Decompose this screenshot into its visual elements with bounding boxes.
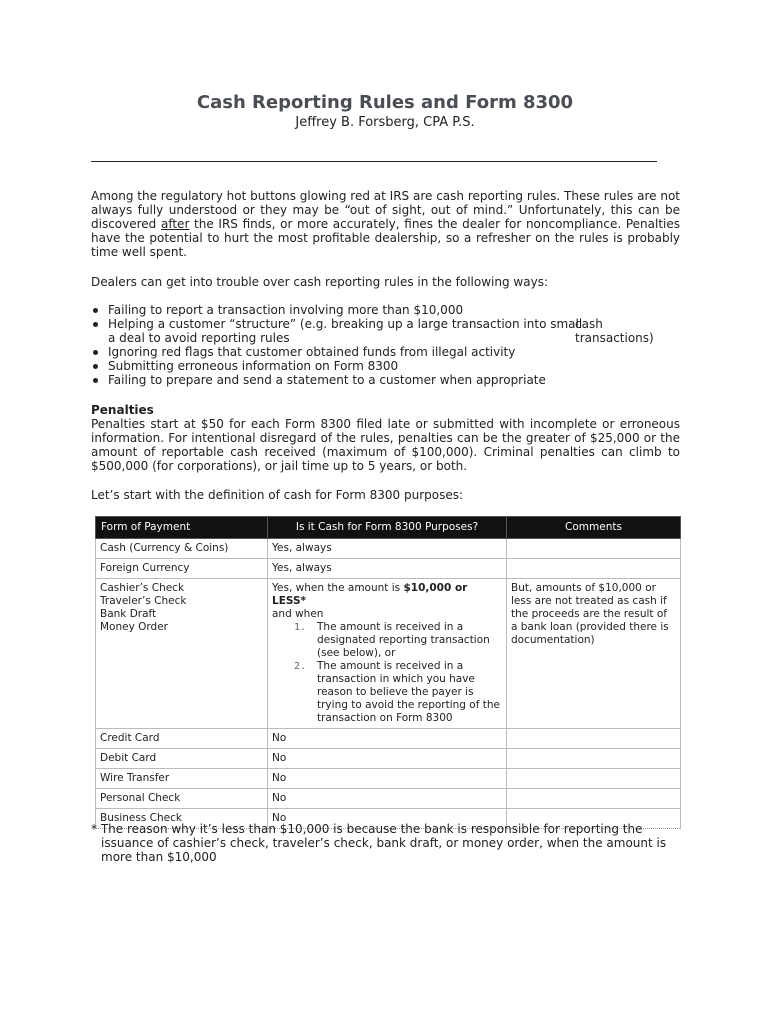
cell-cash: No [268, 729, 507, 749]
ways-intro: Dealers can get into trouble over cash reporting rules in the following ways: [91, 275, 548, 289]
cell-comments [507, 729, 681, 749]
cell-cash: No [268, 809, 507, 829]
cell-form: Business Check [96, 809, 268, 829]
condition-number: 2. [294, 661, 307, 672]
form-travelers-check: Traveler’s Check [100, 595, 187, 607]
cell-cash-checks [268, 579, 507, 729]
list-item-text: Submitting erroneous information on Form 8300 [108, 359, 399, 373]
cell-comments [507, 539, 681, 559]
condition-number: 1. [294, 622, 307, 633]
cell-cash: No [268, 749, 507, 769]
cell-cash: Yes, always [268, 559, 507, 579]
intro-text-1: Among the regulatory hot buttons glowing red at IRS are cash reporting rules. These rules are not always fully understood or they may be “out of sight, out of mind.” Unfortunately, this can be discovered [91, 189, 680, 231]
form-money-order: Money Order [100, 621, 168, 633]
list-item [91, 303, 680, 317]
list-item-text-continuation: a deal to avoid reporting rules [108, 331, 290, 345]
form-cashiers-check: Cashier’s Check [100, 582, 185, 594]
cell-form: Debit Card [96, 749, 268, 769]
list-item [272, 660, 502, 725]
table-header-row [96, 517, 681, 539]
title-divider [91, 161, 657, 162]
list-item [91, 373, 680, 387]
table-row-checks [96, 579, 681, 729]
list-item [91, 345, 680, 359]
cell-form: Foreign Currency [96, 559, 268, 579]
intro-text-2: the IRS finds, or more accurately, fines the dealer for noncompliance. Penalties have the potential to hurt the most profitable dealership, so a refresher on the rules is probably time well spent. [91, 217, 680, 259]
cell-form: Personal Check [96, 789, 268, 809]
form-bank-draft: Bank Draft [100, 608, 157, 620]
table-row [96, 559, 681, 579]
cell-comments [507, 559, 681, 579]
column-header-form: Form of Payment [96, 517, 268, 539]
list-item-text: Ignoring red flags that customer obtained funds from illegal activity [108, 345, 516, 359]
table-row [96, 769, 681, 789]
condition-text: The amount is received in a transaction in which you have reason to believe the payer is trying to avoid the reporting of the transaction on Form 8300 [317, 660, 500, 724]
list-item [272, 621, 502, 660]
cell-cash: No [268, 769, 507, 789]
cell-comments [507, 769, 681, 789]
cell-cash: No [268, 789, 507, 809]
cash-threshold: $10,000 or LESS* [272, 582, 468, 607]
cell-form: Wire Transfer [96, 769, 268, 789]
table-row [96, 749, 681, 769]
list-item-text: Failing to prepare and send a statement to a customer when appropriate [108, 373, 546, 387]
table-row [96, 789, 681, 809]
definition-intro: Let’s start with the definition of cash for Form 8300 purposes: [91, 488, 464, 502]
ways-list [91, 303, 680, 387]
column-header-comments: Comments [507, 517, 681, 539]
list-item-text-tail: cash transactions) [575, 317, 654, 345]
author-line: Jeffrey B. Forsberg, CPA P.S. [295, 115, 475, 130]
column-header-cash: Is it Cash for Form 8300 Purposes? [268, 517, 507, 539]
cash-condition-lead [272, 582, 502, 608]
table-row [96, 539, 681, 559]
cell-cash: Yes, always [268, 539, 507, 559]
intro-underlined-word: after [160, 217, 190, 231]
condition-list [272, 621, 502, 725]
intro-paragraph [91, 189, 680, 259]
cash-prefix: Yes, when the amount is [272, 582, 404, 594]
penalties-paragraph: Penalties start at $50 for each Form 8300 filed late or submitted with incomplete or erroneous information. For intentional disregard of the rules, penalties can be the greater of $25,000 or the amount of reportable cash received (maximum of $100,000). Criminal penalties can climb to $500,000 (for corporations), or jail time up to 5 years, or both. [91, 417, 680, 473]
list-item-text: Failing to report a transaction involving more than $10,000 [108, 303, 464, 317]
document-title: Cash Reporting Rules and Form 8300 [196, 92, 574, 113]
cell-form: Cash (Currency & Coins) [96, 539, 268, 559]
cell-comments [507, 749, 681, 769]
table-row [96, 729, 681, 749]
cash-definition-table [95, 516, 681, 829]
condition-text: The amount is received in a designated reporting transaction (see below), or [317, 621, 490, 659]
cell-comments-checks: But, amounts of $10,000 or less are not treated as cash if the proceeds are the result of a bank loan (provided there is documentation) [507, 579, 681, 729]
cell-form-checks [96, 579, 268, 729]
penalties-heading: Penalties [91, 403, 154, 417]
list-item-text: Helping a customer “structure” (e.g. breaking up a large transaction into small [108, 317, 583, 331]
cell-comments [507, 789, 681, 809]
list-item [91, 317, 680, 345]
cash-suffix: and when [272, 608, 324, 620]
cell-form: Credit Card [96, 729, 268, 749]
footnote: * The reason why it’s less than $10,000 is because the bank is responsible for reporting the issuance of cashier’s check, traveler’s check, bank draft, or money order, when the amount is more than $10,000 [91, 822, 667, 864]
list-item [91, 359, 680, 373]
